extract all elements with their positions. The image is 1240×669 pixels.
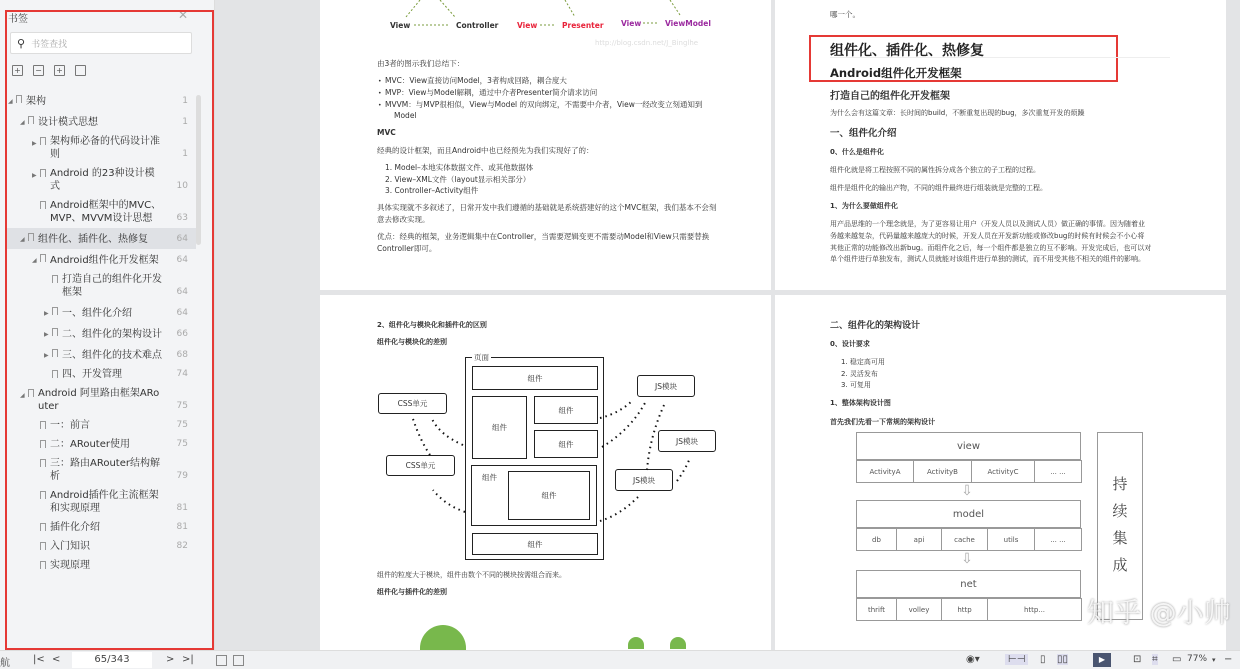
text: 组件是组件化的输出产物，不同的组件最终进行组装就是完整的工程。 <box>830 184 1047 192</box>
collapsed-triangle-icon[interactable]: ▶ <box>44 352 49 359</box>
bookmark-icon <box>40 523 46 531</box>
collapsed-triangle-icon[interactable]: ▶ <box>44 331 49 338</box>
bookmark-tree <box>6 90 196 650</box>
list-item: 2. View–XML文件（layout显示相关部分） <box>385 175 531 184</box>
bullet-item: MVVM：与MVP很相似，View与Model 的双向绑定，不需要中介者，View一经改变立刻通知到 <box>385 100 703 109</box>
bookmark-icon <box>40 542 46 550</box>
bookmark-item[interactable] <box>6 454 196 486</box>
heading: 一、组件化介绍 <box>830 128 897 139</box>
layer-model: model <box>856 500 1081 528</box>
nav-label[interactable]: 航 <box>0 658 10 669</box>
bookmark-page: 64 <box>176 308 188 318</box>
text: 具体实现就不多叙述了，日常开发中我们遵循的基础就是系统搭建好的这个MVC框架，我们基本不会刻 <box>377 203 717 212</box>
text: 经典的设计框架，而且Android中也已经预先为我们实现好了的： <box>377 146 594 155</box>
bookmark-label: Android 的23种设计模式 <box>50 168 155 192</box>
play-icon[interactable]: ▶ <box>1093 653 1111 667</box>
bookmark-icon <box>40 137 46 145</box>
down-arrow-icon: ⇩ <box>961 551 973 567</box>
list-item: 3. 可复用 <box>841 381 871 389</box>
bookmark-page: 64 <box>176 234 188 244</box>
bookmark-page: 1 <box>182 149 188 159</box>
list-item: 1. Model–本地实体数据文件、或其他数据体 <box>385 163 534 172</box>
mvvm-view-label: View <box>621 19 642 28</box>
next-page-button[interactable]: > <box>166 654 175 665</box>
fit-page-icon[interactable]: ⌗ <box>1152 654 1158 665</box>
bookmark-item[interactable] <box>6 228 196 249</box>
bookmark-label: 组件化、插件化、热修复 <box>38 234 148 245</box>
bullet-dots: • • • <box>378 78 382 109</box>
bookmark-icon <box>40 440 46 448</box>
bookmark-icon[interactable] <box>75 65 86 76</box>
js-module-label: JS模块 <box>655 381 677 391</box>
bookmark-icon <box>40 169 46 177</box>
bookmark-view-icon[interactable]: ▭ <box>1172 654 1182 665</box>
component-label: 组件 <box>558 439 574 449</box>
bookmark-item[interactable] <box>6 518 196 537</box>
bookmark-page: 63 <box>176 213 188 223</box>
ci-char: 成 <box>1112 556 1128 574</box>
caption: 组件的粒度大于模块，组件由数个不同的模块按需组合而来。 <box>377 571 566 579</box>
bookmark-icon <box>40 459 46 467</box>
list-item: 3. Controller–Activity组件 <box>385 186 479 195</box>
bookmark-label: 实现原理 <box>50 560 90 571</box>
bookmark-page: 74 <box>176 369 188 379</box>
ci-char: 集 <box>1112 529 1128 547</box>
bookmark-icon <box>52 328 58 336</box>
single-page-icon[interactable]: ▯ <box>1040 654 1046 665</box>
ci-char: 续 <box>1112 502 1128 520</box>
bookmark-item[interactable] <box>6 323 196 344</box>
list-item: 1. 稳定高可用 <box>841 358 885 366</box>
android-icon <box>420 625 466 650</box>
css-unit-label: CSS单元 <box>405 461 436 470</box>
bookmark-page: 1 <box>182 117 188 127</box>
bookmark-icon <box>52 370 58 378</box>
bookmark-page: 64 <box>176 287 188 297</box>
bookmark-page: 66 <box>176 329 188 339</box>
down-arrow-icon: ⇩ <box>961 483 973 499</box>
bookmark-item[interactable] <box>6 365 196 384</box>
text: 由3者的图示我们总结下： <box>377 59 465 68</box>
bookmark-icon <box>52 275 58 283</box>
divider <box>830 57 1170 58</box>
bookmark-page: 81 <box>176 522 188 532</box>
component-label: 组件 <box>527 373 543 383</box>
bookmark-label: Android 阿里路由框架ARouter <box>38 388 160 412</box>
heading: 2、组件化与模块化和插件化的区别 <box>377 321 487 329</box>
bookmark-label: 四、开发管理 <box>62 369 122 380</box>
expanded-triangle-icon[interactable]: ◢ <box>20 119 25 126</box>
text: 为什么会有这篇文章：长时间的build，不断重复出现的bug，多次重复开发的烦躁 <box>830 109 1085 117</box>
bookmark-label: 设计模式思想 <box>38 117 98 128</box>
bookmark-item[interactable] <box>6 270 196 302</box>
bookmark-page: 75 <box>176 420 188 430</box>
bookmark-item[interactable] <box>6 302 196 323</box>
heading: 0、什么是组件化 <box>830 148 884 156</box>
layer-cell: ActivityA <box>856 460 914 483</box>
mvp-view-label: View <box>517 21 538 30</box>
bookmark-icon <box>40 561 46 569</box>
component-label: 组件 <box>558 405 574 415</box>
js-module-label: JS模块 <box>676 436 698 446</box>
ci-char: 持 <box>1112 475 1128 493</box>
layer-cell: thrift <box>856 598 897 621</box>
text: 优点：经典的框架，业务逻辑集中在Controller，当需要逻辑变更不需要动Model和View只需要替换 <box>377 232 710 241</box>
bookmark-label: 一：前言 <box>50 420 90 431</box>
bookmark-page: 81 <box>176 503 188 513</box>
page-architecture <box>775 295 1231 650</box>
component-label: 组件 <box>492 423 507 432</box>
close-icon[interactable]: ✕ <box>178 8 189 22</box>
component-label: 组件 <box>482 473 497 482</box>
bookmark-label: 二：ARouter使用 <box>50 439 130 450</box>
bookmark-icon <box>52 349 58 357</box>
layer-cell: db <box>856 528 897 551</box>
text: 哪一个。 <box>830 10 860 19</box>
layer-cell: api <box>896 528 942 551</box>
bookmark-page: 64 <box>176 255 188 265</box>
heading-3: 打造自己的组件化开发框架 <box>830 91 950 102</box>
text: Controller即可。 <box>377 244 437 253</box>
bookmark-item[interactable] <box>6 249 196 270</box>
bookmark-item[interactable] <box>6 196 196 228</box>
search-placeholder: 书签查找 <box>31 39 68 50</box>
bookmark-label: 架构师必备的代码设计准则 <box>50 136 160 160</box>
layer-cell: ... ... <box>1034 528 1082 551</box>
layer-net: net <box>856 570 1081 598</box>
bookmark-label: Android组件化开发框架 <box>50 255 159 266</box>
page-component-vs-module <box>320 295 771 650</box>
last-page-button[interactable]: >| <box>182 654 194 665</box>
expanded-triangle-icon[interactable]: ◢ <box>20 236 25 243</box>
bookmark-page: 79 <box>176 471 188 481</box>
bookmark-icon <box>40 491 46 499</box>
watermark-url: http://blog.csdn.net/J_Binglhe <box>595 39 699 47</box>
bookmark-item[interactable] <box>6 164 196 196</box>
bookmark-icon <box>28 233 34 241</box>
bookmark-item[interactable] <box>6 556 196 575</box>
zoom-dropdown-icon[interactable]: ▾ <box>1212 656 1216 664</box>
page-componentization <box>775 0 1226 290</box>
heading: 组件化与插件化的差别 <box>377 588 447 596</box>
bookmark-label: 入门知识 <box>50 541 90 552</box>
bookmark-icon <box>40 254 46 262</box>
layer-cell: http <box>941 598 988 621</box>
bookmark-label: 打造自己的组件化开发框架 <box>62 274 162 298</box>
expanded-triangle-icon[interactable]: ◢ <box>8 98 13 105</box>
bullet-item: MVP：View与Model解耦，通过中介者Presenter简介请求访问 <box>385 88 598 97</box>
status-bar <box>0 650 1240 669</box>
bookmark-icon <box>40 201 46 209</box>
bookmark-item[interactable] <box>6 416 196 435</box>
bookmark-item[interactable] <box>6 90 196 111</box>
layer-cell: utils <box>987 528 1035 551</box>
bookmark-search-input[interactable] <box>10 32 192 54</box>
bookmark-item[interactable] <box>6 537 196 556</box>
bookmark-page: 82 <box>176 541 188 551</box>
mvp-presenter-label: Presenter <box>562 21 604 30</box>
expanded-triangle-icon[interactable]: ◢ <box>32 257 37 264</box>
collapsed-triangle-icon[interactable]: ▶ <box>32 172 37 179</box>
bullet-item: MVC：View直接访问Model，3者构成回路，耦合度大 <box>385 76 567 85</box>
eye-protect-icon[interactable]: ◉▾ <box>966 654 980 665</box>
heading: MVC <box>377 128 396 137</box>
layer-view: view <box>856 432 1081 460</box>
text: 组件化就是将工程按照不同的属性拆分成各个独立的子工程的过程。 <box>830 166 1040 174</box>
bookmark-icon <box>28 116 34 124</box>
bookmark-page: 1 <box>182 96 188 106</box>
bookmark-label: 二、组件化的架构设计 <box>62 329 162 340</box>
add-bookmark-icon[interactable]: + <box>54 65 65 76</box>
list-item: 2. 灵活发布 <box>841 370 878 378</box>
panel-title: 书签 <box>8 14 28 25</box>
scrollbar[interactable] <box>196 95 201 245</box>
bookmark-label: 架构 <box>26 96 46 107</box>
page-number-input[interactable]: 65/343 <box>72 652 152 668</box>
forward-icon[interactable] <box>233 655 244 666</box>
first-page-button[interactable]: |< <box>33 654 45 665</box>
layer-cell: volley <box>896 598 942 621</box>
bookmark-label: Android框架中的MVC、MVP、MVVM设计思想 <box>50 200 162 224</box>
bookmark-page: 75 <box>176 401 188 411</box>
mvc-controller-label: Controller <box>456 21 499 30</box>
text: 用产品思维的一个理念就是，为了更容易让用户（开发人员以及测试人员）做正确的事情。因为随着业 <box>830 220 1145 228</box>
bookmark-icon <box>28 389 34 397</box>
component-label: 组件 <box>541 491 557 500</box>
bullet-item: Model <box>394 111 417 120</box>
bookmark-label: 三：路由ARouter结构解析 <box>50 458 160 482</box>
collapsed-triangle-icon[interactable]: ▶ <box>44 310 49 317</box>
layer-cell: ActivityC <box>971 460 1035 483</box>
bookmark-item[interactable] <box>6 435 196 454</box>
component-label: 组件 <box>527 539 543 549</box>
bookmark-label: 插件化介绍 <box>50 522 100 533</box>
text: 务越来越复杂，代码量越来越庞大的时候，开发人员在开发新功能或修改bug的时候有时候会不小心将 <box>830 232 1145 240</box>
page-mvc <box>320 0 771 290</box>
fit-width-icon[interactable]: ⊢⊣ <box>1005 654 1028 665</box>
collapse-all-icon[interactable]: − <box>33 65 44 76</box>
bookmark-panel <box>0 0 215 650</box>
bookmark-item[interactable] <box>6 384 196 416</box>
bookmark-item[interactable] <box>6 111 196 132</box>
js-module-label: JS模块 <box>633 475 655 485</box>
bookmark-page: 68 <box>176 350 188 360</box>
mvvm-viewmodel-label: ViewModel <box>665 19 711 28</box>
heading: 0、设计要求 <box>830 340 870 348</box>
bookmark-icon <box>52 307 58 315</box>
android-icon <box>628 637 644 649</box>
prev-page-button[interactable]: < <box>52 654 61 665</box>
collapsed-triangle-icon[interactable]: ▶ <box>32 140 37 147</box>
bookmark-toolbar <box>12 65 86 76</box>
text: 首先我们先看一下常规的架构设计 <box>830 418 935 426</box>
layer-cell: cache <box>941 528 988 551</box>
expand-all-icon[interactable]: + <box>12 65 23 76</box>
heading: 1、整体架构设计图 <box>830 399 891 407</box>
layer-cell: ActivityB <box>913 460 972 483</box>
bookmark-label: 三、组件化的技术难点 <box>62 350 162 361</box>
css-unit-label: CSS单元 <box>397 399 428 408</box>
bookmark-label: Android插件化主流框架和实现原理 <box>50 490 159 514</box>
actual-size-icon[interactable]: ⊡ <box>1133 654 1142 665</box>
text: 意去修改实现。 <box>377 215 430 224</box>
bookmark-label: 一、组件化介绍 <box>62 308 132 319</box>
heading: 二、组件化的架构设计 <box>830 321 921 331</box>
page-box-label: 页面 <box>474 353 489 362</box>
bookmark-item[interactable] <box>6 344 196 365</box>
bookmark-icon <box>16 95 22 103</box>
bookmark-item[interactable] <box>6 132 196 164</box>
bookmark-icon <box>40 421 46 429</box>
heading: 1、为什么要做组件化 <box>830 202 898 210</box>
layer-cell: ... ... <box>1034 460 1082 483</box>
heading: 组件化与模块化的差别 <box>377 338 447 346</box>
text: 其他正常的功能修改出新bug。而组件化之后，每一个组件都是独立的互不影响。开发完成后，也可以对 <box>830 244 1152 252</box>
dependency-arrows <box>320 295 771 595</box>
text: 单个组件进行单独发布，测试人员就能对该组件进行单独的测试，而不用受其他不相关的组件的影响。 <box>830 255 1145 263</box>
search-icon: ⚲ <box>17 36 26 50</box>
bookmark-page: 75 <box>176 439 188 449</box>
back-icon[interactable] <box>216 655 227 666</box>
bookmark-page: 10 <box>176 181 188 191</box>
android-icon <box>670 637 686 649</box>
double-page-icon[interactable]: ▯▯ <box>1057 654 1069 665</box>
bookmark-item[interactable] <box>6 486 196 518</box>
heading-1: 组件化、插件化、热修复 <box>830 43 984 59</box>
zhihu-watermark: 知乎 @小帅 <box>1087 598 1231 629</box>
layer-cell: http... <box>987 598 1082 621</box>
mvc-view-label: View <box>390 21 411 30</box>
zoom-out-button[interactable]: − <box>1224 654 1233 665</box>
expanded-triangle-icon[interactable]: ◢ <box>20 392 25 399</box>
heading-2: Android组件化开发框架 <box>830 66 962 80</box>
zoom-select[interactable]: 77% <box>1187 654 1208 664</box>
